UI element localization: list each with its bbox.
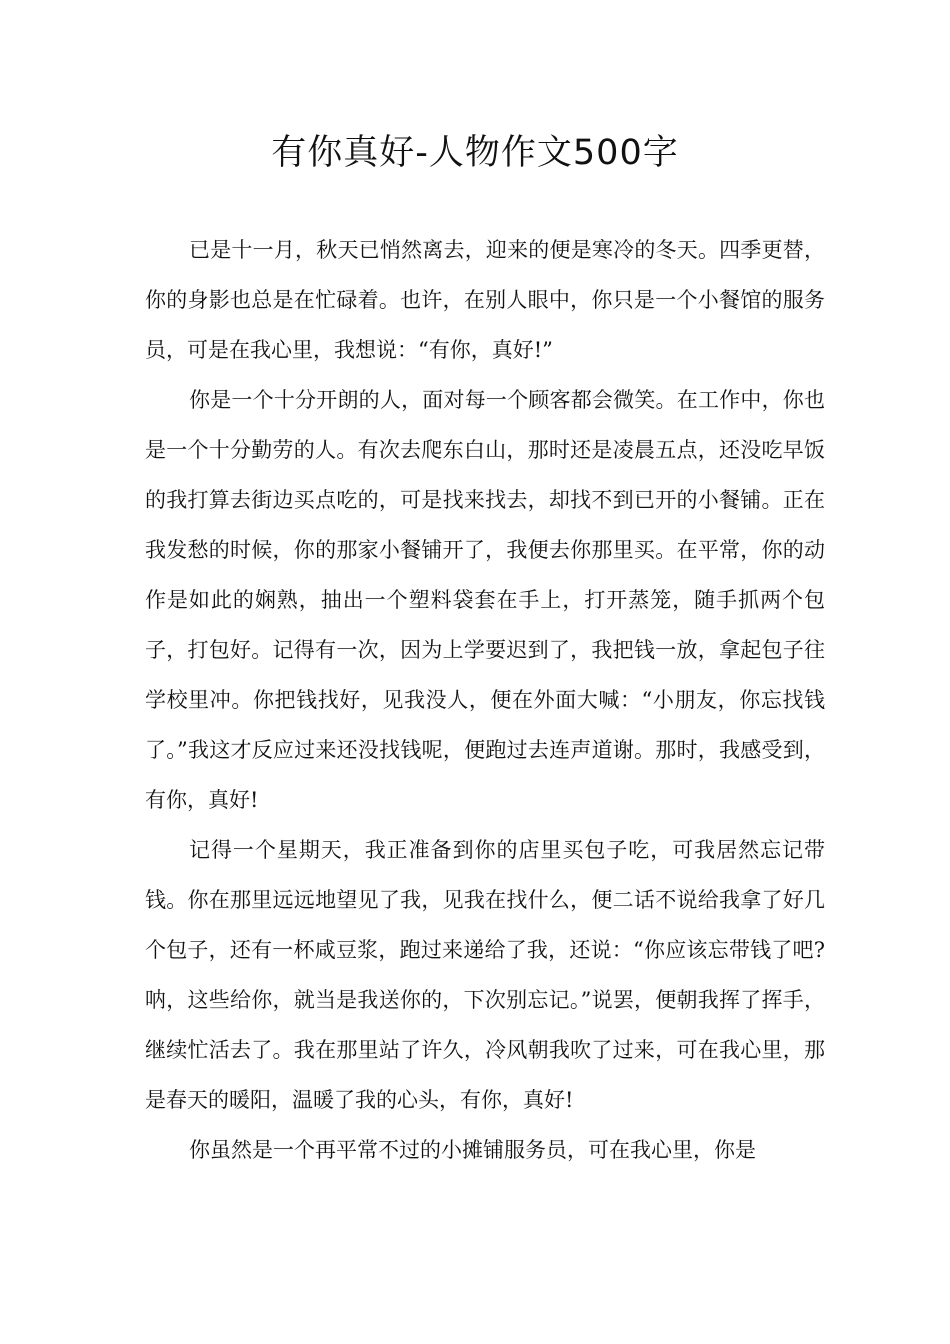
- document-title: 有你真好-人物作文500字: [271, 133, 679, 173]
- paragraph-3: 记得一个星期天，我正准备到你的店里买包子吃，可我居然忘记带钱。你在那里远远地望见了我，见我在找什么，便二话不说给我拿了好几个包子，还有一杯咸豆浆，跑过来递给了我，还说：“你应该忘带钱了吧?呐，这些给你，就当是我送你的，下次别忘记。”说罢，便朝我挥了挥手，继续忙活去了。我在那里站了许久，冷风朝我吹了过来，可在我心里，那是春天的暖阳，温暖了我的心头，有你，真好!: [145, 838, 825, 1112]
- paragraph-1: 已是十一月，秋天已悄然离去，迎来的便是寒冷的冬天。四季更替，你的身影也总是在忙碌着。也许，在别人眼中，你只是一个小餐馆的服务员，可是在我心里，我想说：“有你，真好!”: [145, 238, 825, 362]
- paragraph-4: 你虽然是一个再平常不过的小摊铺服务员，可在我心里，你是: [189, 1138, 756, 1162]
- document-body: [145, 225, 825, 1175]
- paragraph-2: 你是一个十分开朗的人，面对每一个顾客都会微笑。在工作中，你也是一个十分勤劳的人。有次去爬东白山，那时还是凌晨五点，还没吃早饭的我打算去街边买点吃的，可是找来找去，却找不到已开的小餐铺。正在我发愁的时候，你的那家小餐铺开了，我便去你那里买。在平常，你的动作是如此的娴熟，抽出一个塑料袋套在手上，打开蒸笼，随手抓两个包子，打包好。记得有一次，因为上学要迟到了，我把钱一放，拿起包子往学校里冲。你把钱找好，见我没人，便在外面大喊：“小朋友，你忘找钱了。”我这才反应过来还没找钱呢，便跑过去连声道谢。那时，我感受到，有你，真好!: [145, 388, 825, 812]
